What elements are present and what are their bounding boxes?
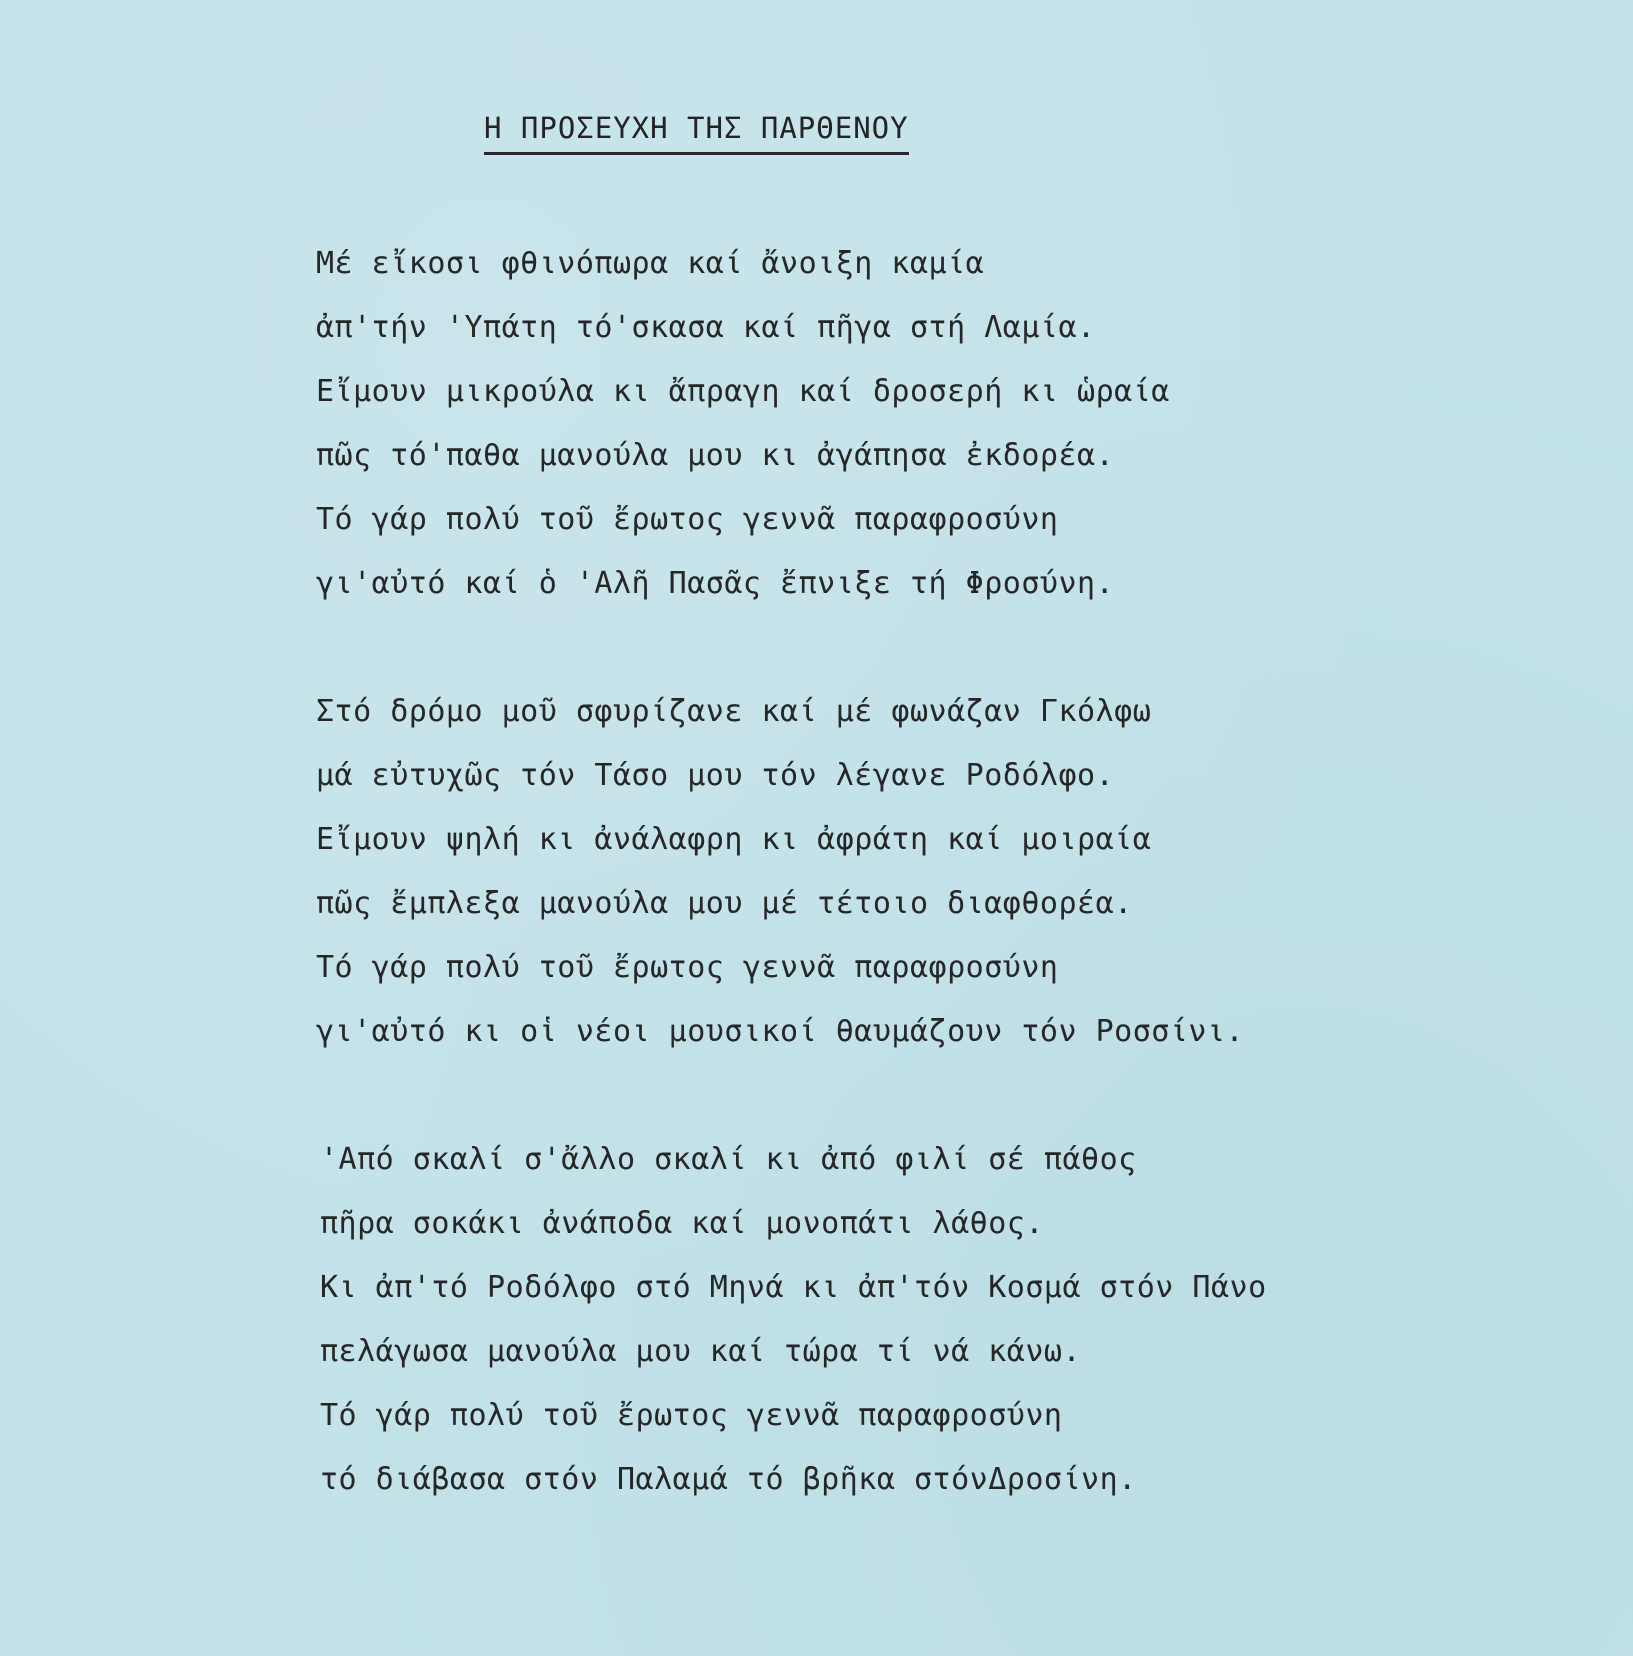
poem-body (316, 240, 1267, 1520)
refrain-line: Τό γάρ πολύ τοῦ ἔρωτος γεννᾶ παραφροσύνη (316, 950, 1059, 985)
verse-line: 'Από σκαλί σ'ἄλλο σκαλί κι ἀπό φιλί σέ πάθος (320, 1142, 1137, 1177)
refrain-line: Τό γάρ πολύ τοῦ ἔρωτος γεννᾶ παραφροσύνη (316, 502, 1059, 537)
verse-line: πῆρα σοκάκι ἀνάποδα καί μονοπάτι λάθος. (320, 1206, 1044, 1241)
stanza-2 (316, 688, 1267, 1072)
verse-line: Εἴμουν ψηλή κι ἀνάλαφρη κι ἀφράτη καί μοιραία (316, 822, 1152, 857)
verse-line: Μέ εἴκοσι φθινόπωρα καί ἄνοιξη καμία (316, 246, 985, 281)
verse-line: μά εὐτυχῶς τόν Τάσο μου τόν λέγανε Ροδόλφο. (316, 758, 1115, 793)
verse-line: γι'αὐτό κι οἱ νέοι μουσικοί θαυμάζουν τόν Ροσσίνι. (316, 1014, 1245, 1049)
verse-line: πῶς τό'παθα μανούλα μου κι ἀγάπησα ἐκδορέα. (316, 438, 1115, 473)
verse-line: πῶς ἔμπλεξα μανούλα μου μέ τέτοιο διαφθορέα. (316, 886, 1133, 921)
verse-line: ἀπ'τήν 'Υπάτη τό'σκασα καί πῆγα στή Λαμία. (316, 310, 1096, 345)
verse-line: Στό δρόμο μοῦ σφυρίζανε καί μέ φωνάζαν Γκόλφω (316, 694, 1152, 729)
stanza-3 (320, 1136, 1267, 1520)
verse-line: Εἴμουν μικρούλα κι ἄπραγη καί δροσερή κι ὡραία (316, 374, 1170, 409)
stanza-1 (316, 240, 1267, 624)
verse-line: τό διάβασα στόν Παλαμά τό βρῆκα στόνΔροσίνη. (320, 1462, 1137, 1497)
verse-line: πελάγωσα μανούλα μου καί τώρα τί νά κάνω. (320, 1334, 1082, 1369)
poem-title: Η ΠΡΟΣΕΥΧΗ ΤΗΣ ΠΑΡΘΕΝΟΥ (484, 108, 909, 155)
refrain-line: Τό γάρ πολύ τοῦ ἔρωτος γεννᾶ παραφροσύνη (320, 1398, 1063, 1433)
verse-line: γι'αὐτό καί ὁ 'Αλῆ Πασᾶς ἔπνιξε τή Φροσύνη. (316, 566, 1115, 601)
verse-line: Κι ἀπ'τό Ροδόλφο στό Μηνά κι ἀπ'τόν Κοσμά στόν Πάνο (320, 1270, 1267, 1305)
